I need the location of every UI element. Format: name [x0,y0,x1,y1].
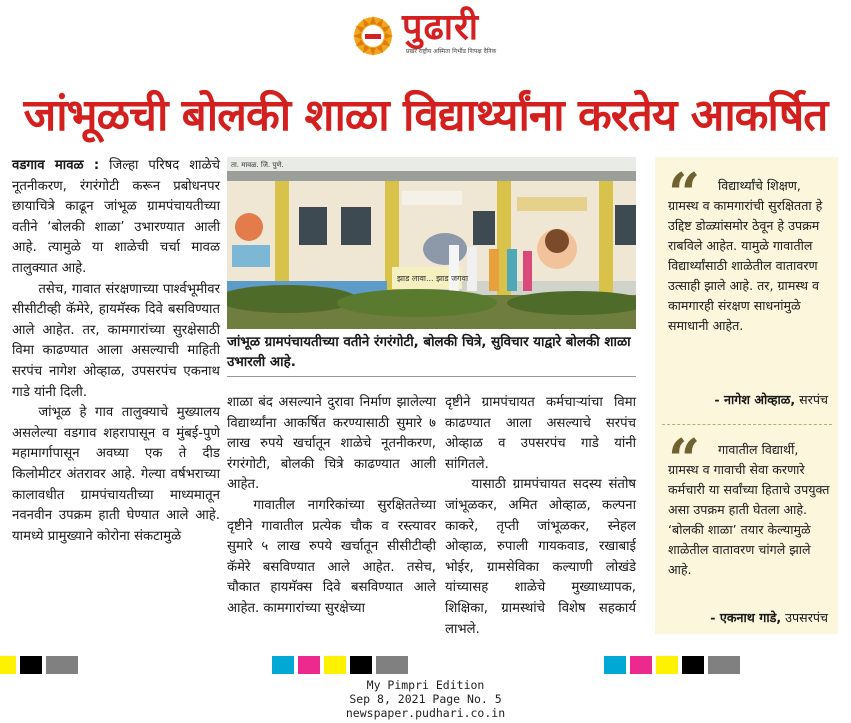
article-paragraph: तसेच, गावात संरक्षणाच्या पार्श्वभूमीवर सीसीटीव्ही कॅमेरे, हायमॅस्क दिवे बसविण्यात आले आहेत. तर, कामगारांच्या सुरक्षेसाठी विमा काढण्यात आला असल्याची माहिती सरपंच नागेश ओव्हाळ, उपसरपंच एकनाथ गाडे यांनी दिली. [12,281,220,400]
article-column-1 [12,156,220,547]
quote-mark-icon: “ [668,161,701,227]
wall-sign: ता. मावळ. जि. पुणे. [231,161,284,169]
pudhari-emblem-icon [352,15,394,57]
article-paragraph: दृष्टीने ग्रामपंचायत कर्मचाऱ्यांचा विमा काढण्यात आला असल्याचे सरपंच ओव्हाळ व उपसरपंच गाडे यांनी सांगितले. [445,395,636,472]
article-paragraph: वडगाव मावळ : जिल्हा परिषद शाळेचे नूतनीकरण, रंगरंगोटी करून प्रबोधनपर छायाचित्रे काढून जांभूळ ग्रामपंचायतीच्या वतीने ‘बोलकी शाळा’ उभारण्यात आली आहे. त्यामुळे या शाळेची चर्चा मावळ तालुक्यात आहे. [12,158,220,276]
article-column-3 [445,393,636,640]
quote-author: - नागेश ओव्हाळ, सरपंच [714,392,828,407]
color-swatch [630,656,652,674]
footer-date-page: Sep 8, 2021 Page No. 5 [349,692,502,706]
article-paragraph: शाळा बंद असल्याने दुरावा निर्माण झालेल्या विद्यार्थ्यांना आकर्षित करण्यासाठी सुमारे ७ लाख रुपये खर्चातून शाळेचे नूतनीकरण, रंगरंगोटी, बोलकी चित्रे काढण्यात आली आहेत. [227,395,436,493]
quote-mark-icon: “ [668,427,701,493]
dateline: वडगाव मावळ : [12,158,100,173]
color-swatch [604,656,626,674]
color-swatch [376,656,408,674]
article-paragraph: जांभूळ हे गाव तालुक्याचे मुख्यालय असलेल्या वडगाव शहरापासून व मुंबई-पुणे महामार्गापासून अवघ्या एक ते दीड किलोमीटर अंतरावर आहे. गेल्या वर्षभराच्या कालावधीत ग्रामपंचायतीच्या माध्यमातून नवनवीन उपक्रम हाती घेण्यात आले आहे. यामध्ये प्रामुख्याने कोरोना संकटामुळे [12,405,220,544]
quote-divider [662,424,832,425]
color-swatch [46,656,78,674]
headline: जांभूळची बोलकी शाळा विद्यार्थ्यांना करतेय आकर्षित [23,90,828,141]
article-paragraph: गावातील नागरिकांच्या सुरक्षिततेच्या दृष्टीने गावातील प्रत्येक चौक व रस्त्यावर सुमारे ५ लाख रुपये खर्चातून सीसीटीव्ही कॅमेरे बसविण्यात आले आहेत. तसेच, चौकात हायमॅक्स दिवे बसविण्यात आले आहेत. कामगारांच्या सुरक्षेच्या [227,497,436,616]
quote-text: विद्यार्थ्यांचे शिक्षण, ग्रामस्थ व कामगारांची सुरक्षितता हे उद्दिष्ट डोळ्यांसमोर ठेवून हे उपक्रम राबविले आहेत. यामुळे गावातील विद्यार्थ्यांसाठी शाळेतील वातावरण उत्साही झाले आहे. तर, ग्रामस्थ व कामगारही संरक्षण साधनांमुळे समाधानी आहेत. [668,178,823,333]
caption-divider [227,376,636,377]
color-swatch [272,656,294,674]
footer-edition: My Pimpri Edition [366,678,485,692]
photo-caption: जांभूळ ग्रामपंचायतीच्या वतीने रंगरंगोटी, बोलकी चित्रे, सुविचार याद्वारे बोलकी शाळा उभारली आहे. [227,335,631,370]
photo-banner: झाड लावा... झाड जगवा [397,274,469,283]
article-paragraph: यासाठी ग्रामपंचायत सदस्य संतोष जांभूळकर, अमित ओव्हाळ, कल्पना काकरे, तृप्ती जांभूळकर, स्नेहल ओव्हाळ, रुपाली गायकवाड, रखाबाई भोईर, ग्रामसेविका कल्याणी लोखंडे यांच्यासह शाळेचे मुख्याध्यापक, शिक्षिका, ग्रामस्थांचे विशेष सहकार्य लाभले. [445,477,636,637]
color-swatch [0,656,16,674]
quote-text: गावातील विद्यार्थी, ग्रामस्थ व गावाची सेवा करणारे कर्मचारी या सर्वांच्या हिताचे उपयुक्त असा उपक्रम हाती घेतला आहे. ‘बोलकी शाळा’ तयार केल्यामुळे शाळेतील वातावरण चांगले झाले आहे. [668,442,830,577]
color-swatch [708,656,740,674]
quote-author: - एकनाथ गाडे, उपसरपंच [710,610,828,625]
masthead-tagline: प्रखर राष्ट्रीय अस्मिता निर्भीड निःपक्ष दैनिक [406,48,497,55]
color-swatch [682,656,704,674]
color-swatch [324,656,346,674]
article-column-2 [227,393,436,620]
color-swatch [298,656,320,674]
color-swatch [656,656,678,674]
color-swatch [350,656,372,674]
footer-site: newspaper.pudhari.co.in [345,706,506,720]
masthead-name: पुढारी [402,7,480,48]
school-photo [227,157,636,329]
footer [0,678,851,720]
color-swatch [20,656,42,674]
